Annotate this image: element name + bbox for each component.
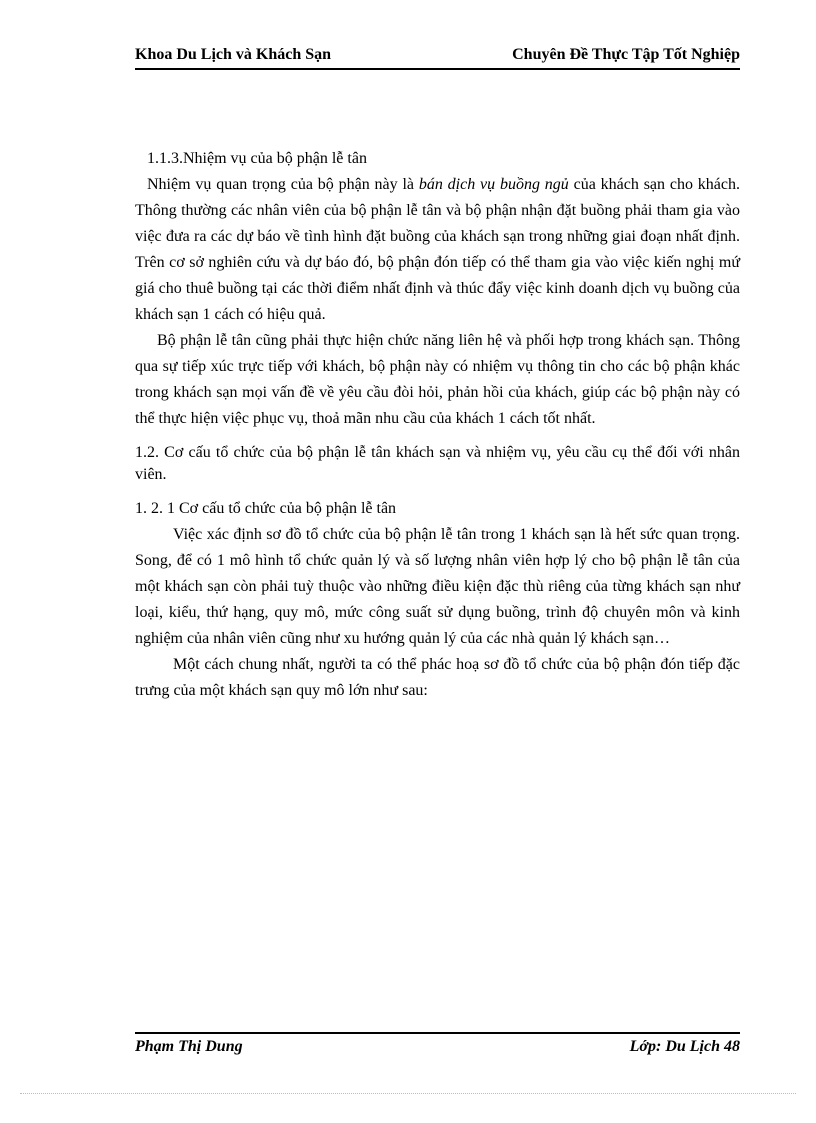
header-report-title: Chuyên Đề Thực Tập Tốt Nghiệp: [512, 46, 740, 63]
paragraph-1-start: Nhiệm vụ quan trọng của bộ phận này là: [147, 176, 419, 193]
page-edge-divider: [20, 1093, 796, 1094]
page-header: [135, 46, 740, 70]
document-body: [135, 146, 740, 704]
paragraph-1-emphasis: bán dịch vụ buồng ngủ: [418, 176, 569, 193]
header-faculty: Khoa Du Lịch và Khách Sạn: [135, 46, 332, 63]
section-1-2-title: 1.2. Cơ cấu tổ chức của bộ phận lễ tân khách sạn và nhiệm vụ, yêu cầu cụ thể đối với nhân viên.: [135, 444, 740, 483]
paragraph-2: Bộ phận lễ tân cũng phải thực hiện chức năng liên hệ và phối hợp trong khách sạn. Thông qua sự tiếp xúc trực tiếp với khách, bộ phận này có nhiệm vụ thông tin cho các bộ phận khác trong khách sạn mọi vấn đề về yêu cầu đòi hỏi, phản hồi của khách, giúp các bộ phận này có thể thực hiện việc phục vụ, thoả mãn nhu cầu của khách 1 cách tốt nhất.: [135, 332, 740, 427]
footer-class: Lớp: Du Lịch 48: [629, 1038, 740, 1055]
page-footer: [135, 1032, 740, 1056]
paragraph-4: Một cách chung nhất, người ta có thể phác hoạ sơ đồ tổ chức của bộ phận đón tiếp đặc trưng của một khách sạn quy mô lớn như sau:: [135, 656, 740, 699]
heading-1-2-1: 1. 2. 1 Cơ cấu tổ chức của bộ phận lễ tân: [135, 500, 397, 517]
paragraph-3: Việc xác định sơ đồ tổ chức của bộ phận lễ tân trong 1 khách sạn là hết sức quan trọng. Song, để có 1 mô hình tổ chức quản lý và số lượng nhân viên hợp lý cho bộ phận lễ tân của một khách sạn còn phải tuỳ thuộc vào những điều kiện đặc thù riêng của từng khách sạn như loại, kiểu, thứ hạng, quy mô, mức công suất sử dụng buồng, trình độ chuyên môn và kinh nghiệm của nhân viên cũng như xu hướng quản lý của các nhà quản lý khách sạn…: [135, 526, 740, 647]
paragraph-1: [135, 172, 740, 328]
paragraph-1-end: của khách sạn cho khách. Thông thường các nhân viên của bộ phận lễ tân và bộ phận nhận đặt buồng phải tham gia vào việc đưa ra các dự báo về tình hình đặt buồng của khách sạn trong những giai đoạn nhất định. Trên cơ sở nghiên cứu và dự báo đó, bộ phận đón tiếp có thể tham gia vào việc kiến nghị mứ giá cho thuê buồng tại các thời điểm nhất định và thúc đẩy việc kinh doanh dịch vụ buồng của khách sạn 1 cách có hiệu quả.: [135, 176, 740, 323]
footer-author: Phạm Thị Dung: [135, 1038, 243, 1055]
heading-1-1-3: 1.1.3.Nhiệm vụ của bộ phận lễ tân: [147, 150, 367, 167]
